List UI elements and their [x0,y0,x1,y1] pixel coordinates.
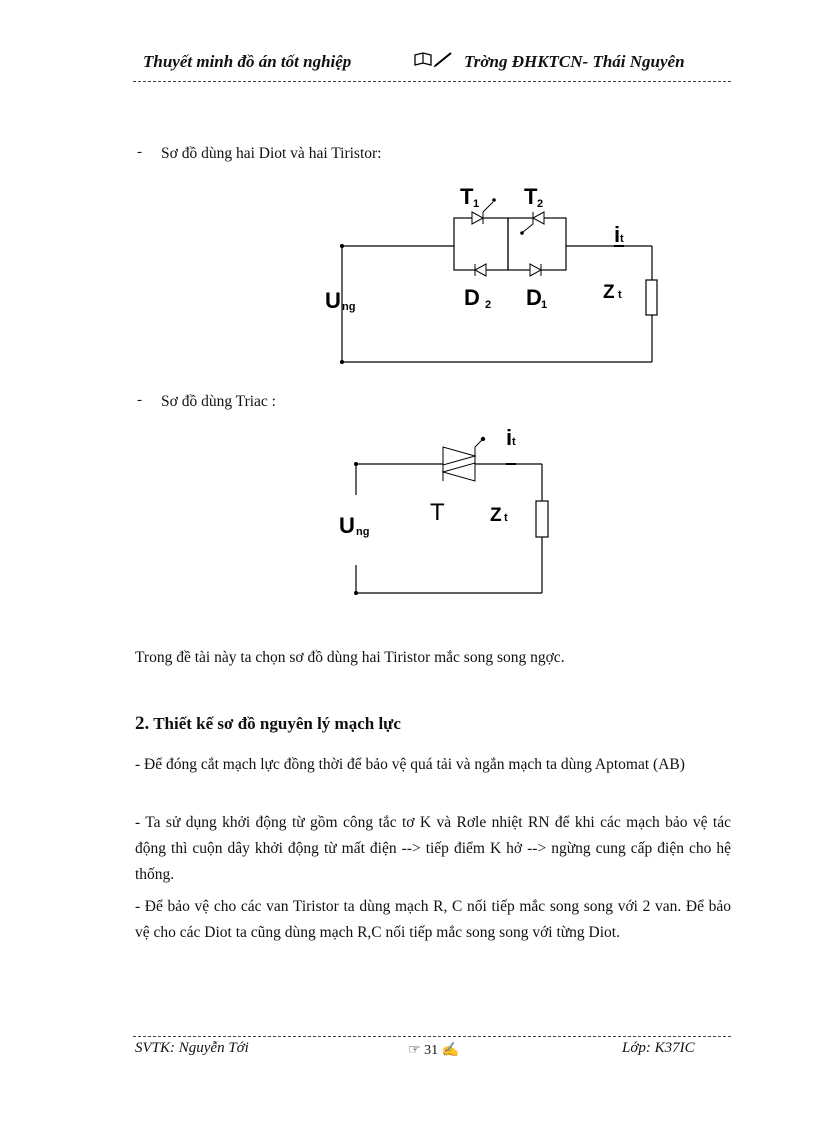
diagram2-caption: Sơ đồ dùng Triac : [161,393,276,410]
paragraph-aptomat: - Để đóng cắt mạch lực đồng thời để bảo vệ quá tải và ngắn mạch ta dùng Aptomat (AB) [135,756,685,773]
label-t2: T [524,184,538,209]
label-u-ng: U [339,513,355,538]
pointing-hand-icon: ☞ [408,1043,421,1058]
choice-sentence: Trong đề tài này ta chọn sơ đồ dùng hai Tiristor mắc song song ngợc. [135,649,565,666]
label-d2-sub: 2 [485,299,492,311]
book-pen-icon [413,51,455,74]
label-current: i [614,222,621,247]
label-zt-sub: t [618,289,622,301]
footer-class: Lớp: K37IC [622,1040,695,1056]
paragraph-protection: - Để bảo vệ cho các van Tiristor ta dùng mạch R, C nối tiếp mắc song song với 2 van. Để bảo vệ cho các Diot ta cũng dùng mạch R,C nối tiếp mắc song song với từng Diot. [135,898,731,941]
label-zt: Z [490,505,502,526]
section-number: 2. [135,713,150,734]
circuit-diagram-triac [320,425,570,605]
label-u-ng: U [325,288,341,313]
label-current-sub: t [620,233,624,245]
diagram1-caption: Sơ đồ dùng hai Diot và hai Tiristor: [161,145,382,162]
page-number: 31 [424,1043,439,1058]
bullet-marker: - [137,144,142,160]
load-resistor-zt [536,501,548,537]
diode-d2-symbol [475,264,486,276]
bullet-marker: - [137,392,142,408]
writing-hand-icon: ✍ [441,1043,459,1058]
label-current: i [506,425,513,450]
thyristor-t2-symbol [523,212,544,232]
header-right-title: Trờng ĐHKTCN- Thái Nguyên [464,52,685,71]
label-d2: D [464,285,480,310]
circuit-diagram-two-thyristors [300,180,680,380]
load-resistor-zt [646,280,657,315]
label-triac-t: T [430,499,445,526]
header-left-title: Thuyết minh đồ án tốt nghiệp [143,52,352,71]
label-zt: Z [603,282,615,303]
footer-author: SVTK: Nguyễn Tới [135,1040,249,1056]
triac-symbol [443,440,482,481]
label-t1-sub: 1 [473,198,480,210]
footer-divider [133,1036,731,1037]
label-d1-sub: 1 [541,299,548,311]
label-zt-sub: t [504,512,508,524]
label-u-ng-sub: ng [342,301,356,313]
label-current-sub: t [512,436,516,448]
paragraph-contactor: - Ta sử dụng khởi động từ gồm công tắc tơ K và Rơle nhiệt RN để khi các mạch bảo vệ tác động thì cuộn dây khởi động từ mất điện --> tiếp điểm K hở --> ngừng cung cấp điện cho hệ thống. [135,814,731,883]
label-t2-sub: 2 [537,198,544,210]
label-t1: T [460,184,474,209]
label-d1: D [526,285,542,310]
section-heading [135,713,401,735]
label-u-ng-sub: ng [356,526,370,538]
footer-page [408,1042,459,1059]
section-title: Thiết kế sơ đồ nguyên lý mạch lực [153,714,401,733]
header-divider [133,81,731,82]
diode-d1-symbol [530,264,541,276]
